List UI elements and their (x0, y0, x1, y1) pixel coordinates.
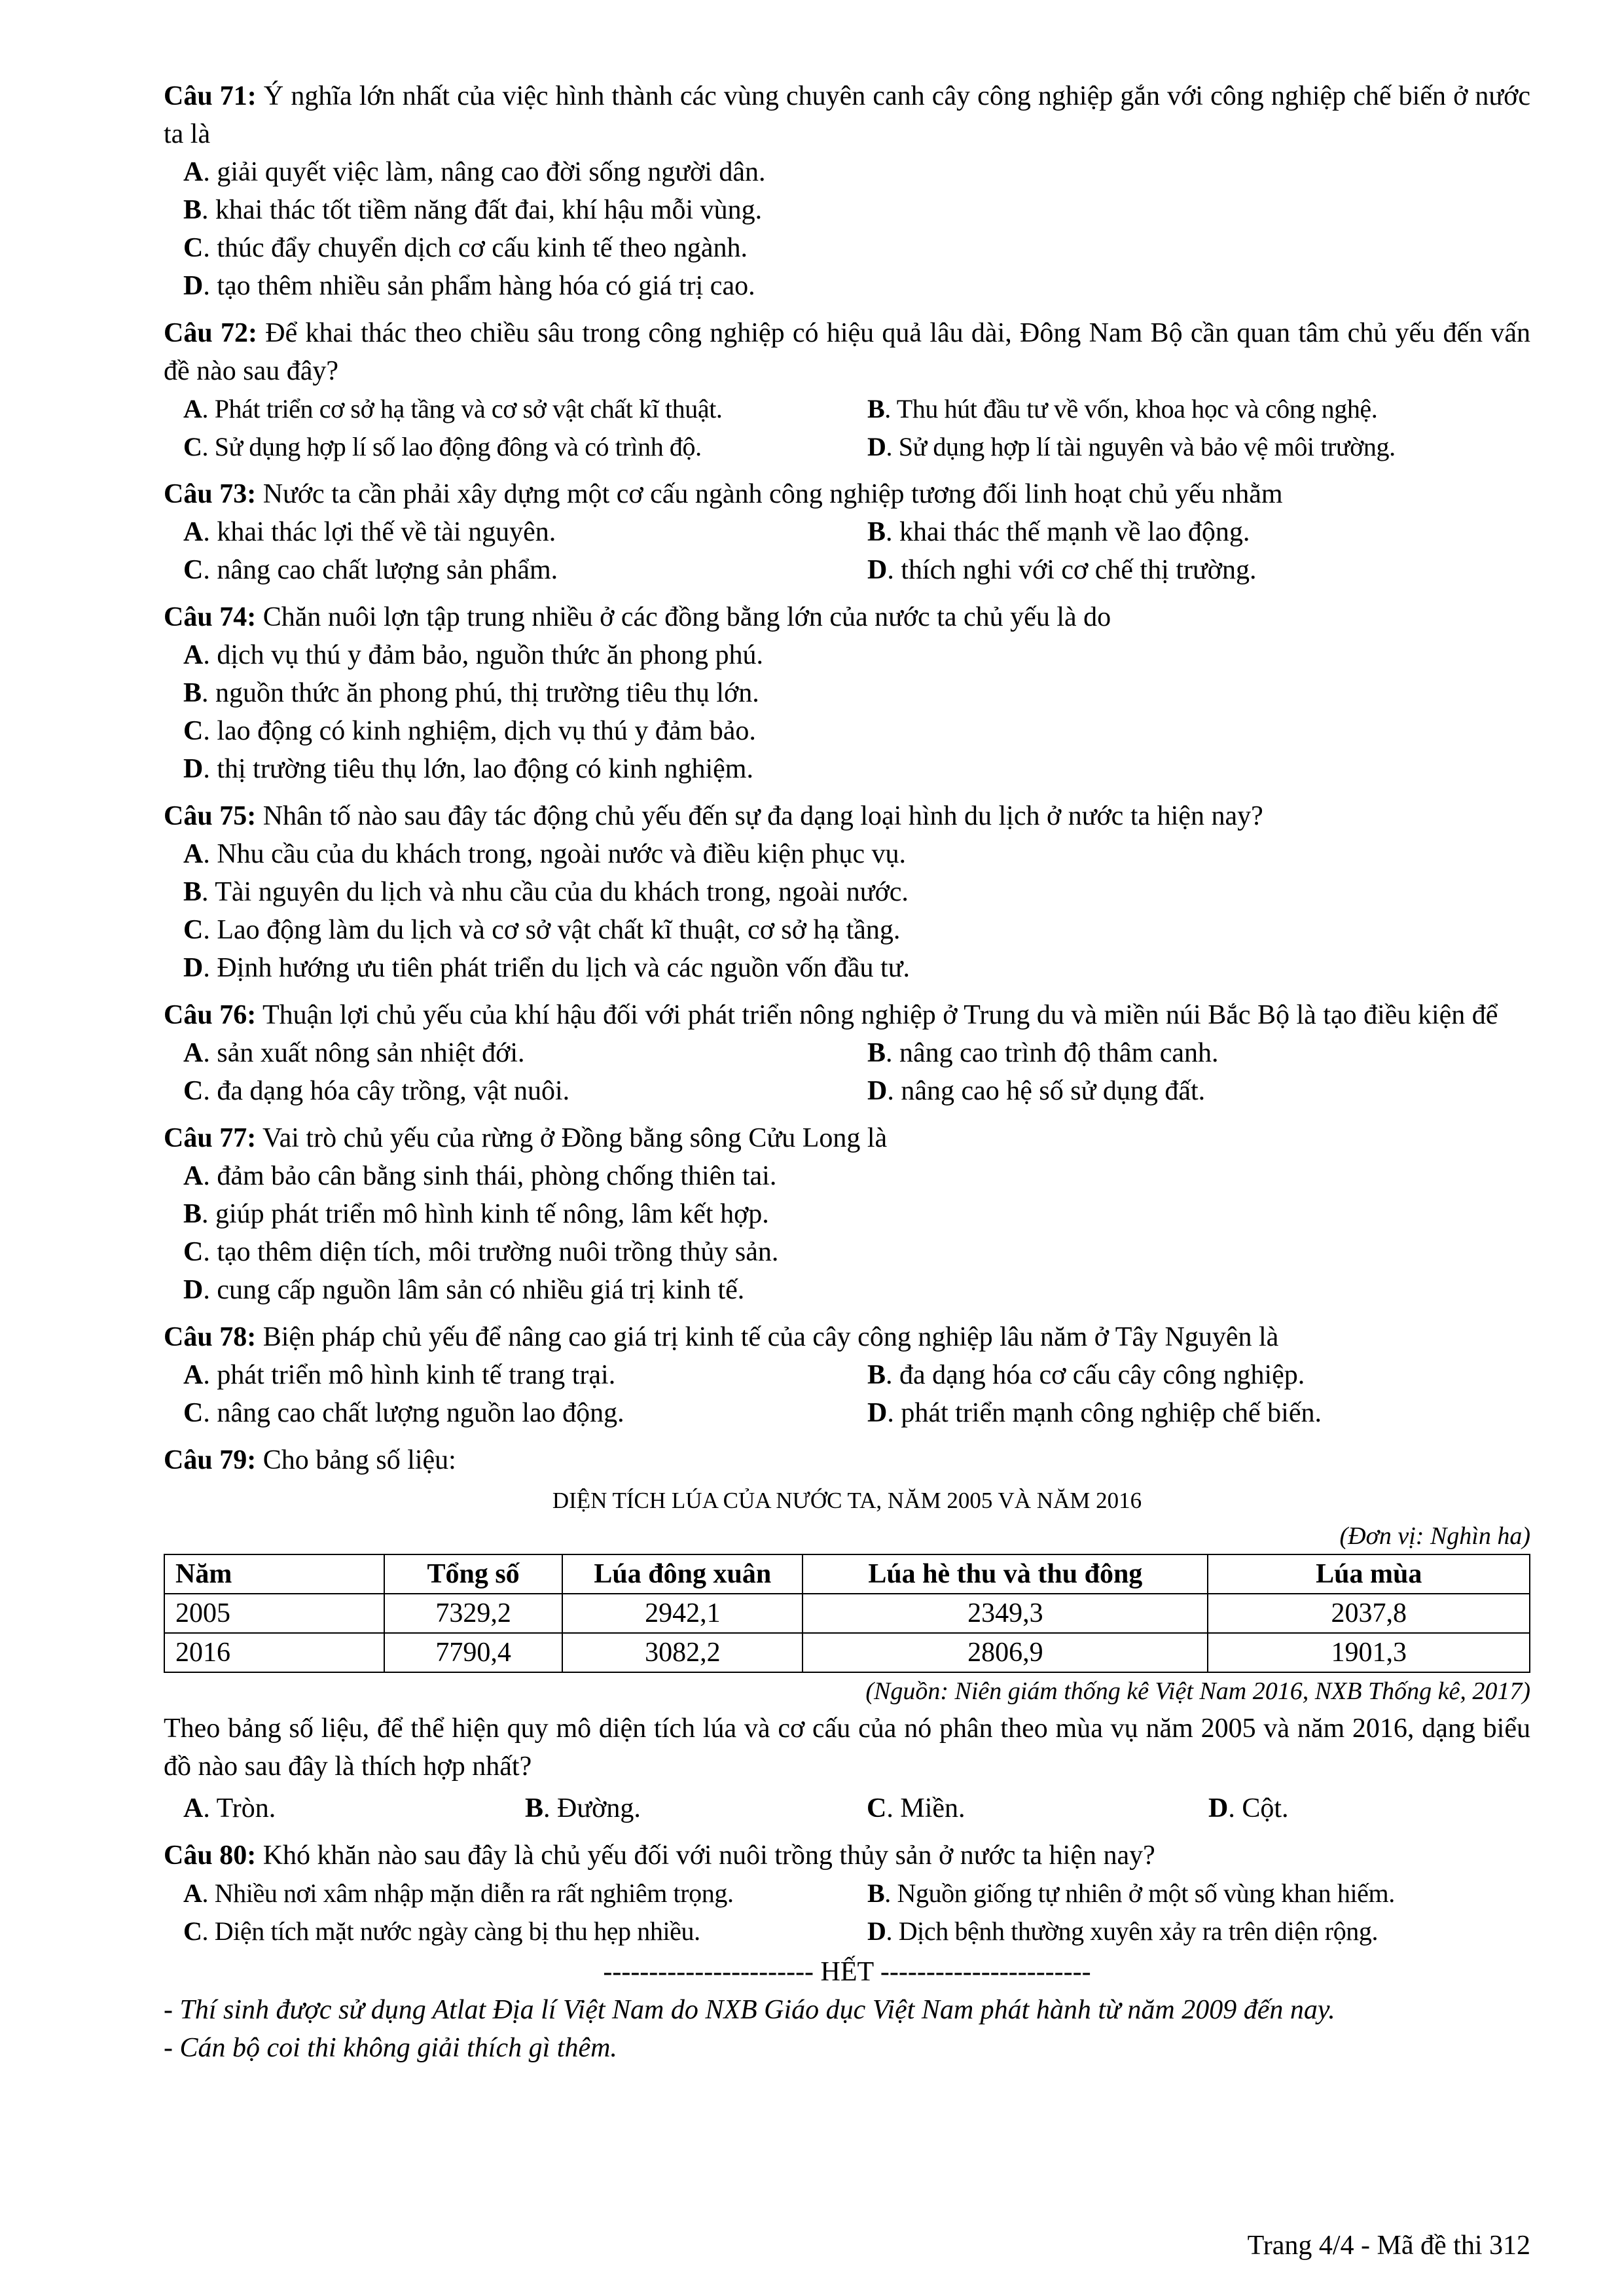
table-cell: 2016 (164, 1633, 384, 1672)
question-stem (164, 1837, 1530, 1874)
option-c: C. Diện tích mặt nước ngày càng bị thu hẹp nhiều. (183, 1916, 700, 1946)
question-stem (164, 314, 1530, 390)
option-b: B. Nguồn giống tự nhiên ở một số vùng khan hiếm. (867, 1878, 1395, 1908)
question-73 (164, 475, 1530, 589)
option-b: B. khai thác thế mạnh về lao động. (867, 517, 1250, 547)
question-label: Câu 72: (164, 318, 257, 348)
table-cell: 3082,2 (562, 1633, 803, 1672)
option-a: A. dịch vụ thú y đảm bảo, nguồn thức ăn phong phú. (183, 640, 763, 670)
question-text: Nhân tố nào sau đây tác động chủ yếu đến sự đa dạng loại hình du lịch ở nước ta hiện nay? (262, 801, 1263, 831)
question-label: Câu 75: (164, 801, 257, 831)
column-header: Lúa mùa (1208, 1554, 1530, 1594)
question-71 (164, 77, 1530, 305)
table-source: (Nguồn: Niên giám thống kê Việt Nam 2016, NXB Thống kê, 2017) (865, 1677, 1530, 1705)
column-header: Lúa hè thu và thu đông (803, 1554, 1208, 1594)
table-cell: 7329,2 (384, 1594, 563, 1633)
options-grid (164, 1874, 1530, 1950)
table-cell: 7790,4 (384, 1633, 563, 1672)
options-grid (164, 1789, 1530, 1827)
question-stem (164, 1441, 1530, 1479)
question-label: Câu 71: (164, 81, 257, 111)
option-d: D. Dịch bệnh thường xuyên xảy ra trên diện rộng. (867, 1916, 1379, 1946)
question-stem (164, 1119, 1530, 1157)
option-b: B. đa dạng hóa cơ cấu cây công nghiệp. (867, 1360, 1305, 1390)
table-row (164, 1594, 1530, 1633)
page-footer: Trang 4/4 - Mã đề thi 312 (1247, 2231, 1530, 2261)
options-grid (164, 513, 1530, 589)
question-text: Cho bảng số liệu: (262, 1445, 456, 1475)
question-text: Vai trò chủ yếu của rừng ở Đồng bằng sông Cửu Long là (262, 1123, 888, 1153)
question-label: Câu 78: (164, 1322, 257, 1352)
table-cell: 2806,9 (803, 1633, 1208, 1672)
options-grid (164, 390, 1530, 466)
option-a: A. phát triển mô hình kinh tế trang trại. (183, 1360, 616, 1390)
question-text: Nước ta cần phải xây dựng một cơ cấu ngành công nghiệp tương đối linh hoạt chủ yếu nhằm (262, 479, 1283, 509)
question-stem (164, 598, 1530, 636)
option-a: A. Nhu cầu của du khách trong, ngoài nước và điều kiện phục vụ. (183, 839, 907, 869)
option-c: C. Sử dụng hợp lí số lao động đông và có trình độ. (183, 432, 702, 461)
table-cell: 2349,3 (803, 1594, 1208, 1633)
option-c: C. nâng cao chất lượng nguồn lao động. (183, 1398, 624, 1428)
question-label: Câu 74: (164, 602, 257, 632)
column-header: Lúa đông xuân (562, 1554, 803, 1594)
column-header: Tổng số (384, 1554, 563, 1594)
question-label: Câu 80: (164, 1840, 257, 1871)
question-text: Ý nghĩa lớn nhất của việc hình thành các vùng chuyên canh cây công nghiệp gắn với công nghiệp chế biến ở nước ta là (164, 81, 1531, 149)
question-label: Câu 77: (164, 1123, 257, 1153)
option-d: D. tạo thêm nhiều sản phẩm hàng hóa có giá trị cao. (183, 271, 755, 301)
option-b: B. nguồn thức ăn phong phú, thị trường tiêu thụ lớn. (183, 678, 759, 708)
exam-note: - Cán bộ coi thi không giải thích gì thêm. (164, 2033, 617, 2063)
column-header: Năm (164, 1554, 384, 1594)
question-text: Để khai thác theo chiều sâu trong công nghiệp có hiệu quả lâu dài, Đông Nam Bộ cần quan tâm chủ yếu đến vấn đề nào sau đây? (164, 318, 1531, 386)
option-b: B. Đường. (525, 1793, 641, 1823)
option-d: D. nâng cao hệ số sử dụng đất. (867, 1076, 1206, 1106)
option-c: C. Lao động làm du lịch và cơ sở vật chất kĩ thuật, cơ sở hạ tầng. (183, 915, 901, 945)
question-74 (164, 598, 1530, 788)
option-a: A. Phát triển cơ sở hạ tầng và cơ sở vật chất kĩ thuật. (183, 394, 723, 423)
option-b: B. khai thác tốt tiềm năng đất đai, khí hậu mỗi vùng. (183, 195, 763, 225)
question-77 (164, 1119, 1530, 1309)
question-80 (164, 1837, 1530, 1950)
option-a: A. sản xuất nông sản nhiệt đới. (183, 1038, 525, 1068)
data-table (164, 1554, 1530, 1673)
question-stem (164, 475, 1530, 513)
end-marker: ----------------------- HẾT ----------------------- (603, 1957, 1091, 1987)
option-a: A. Tròn. (183, 1793, 276, 1823)
question-stem (164, 77, 1530, 153)
option-d: D. Cột. (1208, 1793, 1289, 1823)
table-cell: 1901,3 (1208, 1633, 1530, 1672)
question-stem (164, 1318, 1530, 1356)
exam-page (164, 77, 1530, 2067)
option-c: C. nâng cao chất lượng sản phẩm. (183, 555, 558, 585)
question-text: Khó khăn nào sau đây là chủ yếu đối với nuôi trồng thủy sản ở nước ta hiện nay? (262, 1840, 1155, 1871)
option-b: B. Thu hút đầu tư về vốn, khoa học và công nghệ. (867, 394, 1378, 423)
question-followup: Theo bảng số liệu, để thể hiện quy mô diện tích lúa và cơ cấu của nó phân theo mùa vụ năm 2005 và năm 2016, dạng biểu đồ nào sau đây là thích hợp nhất? (164, 1713, 1530, 1782)
table-cell: 2037,8 (1208, 1594, 1530, 1633)
option-b: B. nâng cao trình độ thâm canh. (867, 1038, 1219, 1068)
option-d: D. thích nghi với cơ chế thị trường. (867, 555, 1257, 585)
option-a: A. Nhiều nơi xâm nhập mặn diễn ra rất nghiêm trọng. (183, 1878, 734, 1908)
options-grid (164, 1034, 1530, 1110)
question-label: Câu 79: (164, 1445, 257, 1475)
option-d: D. phát triển mạnh công nghiệp chế biến. (867, 1398, 1322, 1428)
question-text: Biện pháp chủ yếu để nâng cao giá trị kinh tế của cây công nghiệp lâu năm ở Tây Nguyên là (262, 1322, 1279, 1352)
option-d: D. Sử dụng hợp lí tài nguyên và bảo vệ môi trường. (867, 432, 1396, 461)
option-d: D. Định hướng ưu tiên phát triển du lịch và các nguồn vốn đầu tư. (183, 953, 910, 983)
question-76 (164, 996, 1530, 1110)
option-d: D. thị trường tiêu thụ lớn, lao động có kinh nghiệm. (183, 754, 753, 784)
table-row (164, 1633, 1530, 1672)
question-stem (164, 797, 1530, 835)
option-a: A. khai thác lợi thế về tài nguyên. (183, 517, 556, 547)
table-cell: 2005 (164, 1594, 384, 1633)
question-stem (164, 996, 1530, 1034)
question-78 (164, 1318, 1530, 1432)
table-title: DIỆN TÍCH LÚA CỦA NƯỚC TA, NĂM 2005 VÀ NĂM 2016 (552, 1488, 1142, 1513)
option-d: D. cung cấp nguồn lâm sản có nhiều giá trị kinh tế. (183, 1275, 745, 1305)
option-c: C. Miền. (867, 1793, 965, 1823)
option-b: B. Tài nguyên du lịch và nhu cầu của du khách trong, ngoài nước. (183, 877, 909, 907)
question-text: Chăn nuôi lợn tập trung nhiều ở các đồng bằng lớn của nước ta chủ yếu là do (262, 602, 1111, 632)
option-c: C. lao động có kinh nghiệm, dịch vụ thú y đảm bảo. (183, 716, 756, 746)
option-c: C. thúc đẩy chuyển dịch cơ cấu kinh tế theo ngành. (183, 233, 748, 263)
question-75 (164, 797, 1530, 987)
table-header-row (164, 1554, 1530, 1594)
question-label: Câu 73: (164, 479, 257, 509)
question-text: Thuận lợi chủ yếu của khí hậu đối với phát triển nông nghiệp ở Trung du và miền núi Bắc Bộ là tạo điều kiện để (262, 1000, 1498, 1030)
exam-note: - Thí sinh được sử dụng Atlat Địa lí Việt Nam do NXB Giáo dục Việt Nam phát hành từ năm 2009 đến nay. (164, 1995, 1335, 2025)
table-cell: 2942,1 (562, 1594, 803, 1633)
question-label: Câu 76: (164, 1000, 257, 1030)
option-a: A. giải quyết việc làm, nâng cao đời sống người dân. (183, 157, 766, 187)
table-unit: (Đơn vị: Nghìn ha) (1339, 1522, 1530, 1550)
option-b: B. giúp phát triển mô hình kinh tế nông, lâm kết hợp. (183, 1199, 769, 1229)
options-grid (164, 1356, 1530, 1432)
option-c: C. tạo thêm diện tích, môi trường nuôi trồng thủy sản. (183, 1237, 779, 1267)
option-a: A. đảm bảo cân bằng sinh thái, phòng chống thiên tai. (183, 1161, 777, 1191)
question-72 (164, 314, 1530, 466)
option-c: C. đa dạng hóa cây trồng, vật nuôi. (183, 1076, 570, 1106)
question-79 (164, 1441, 1530, 1827)
